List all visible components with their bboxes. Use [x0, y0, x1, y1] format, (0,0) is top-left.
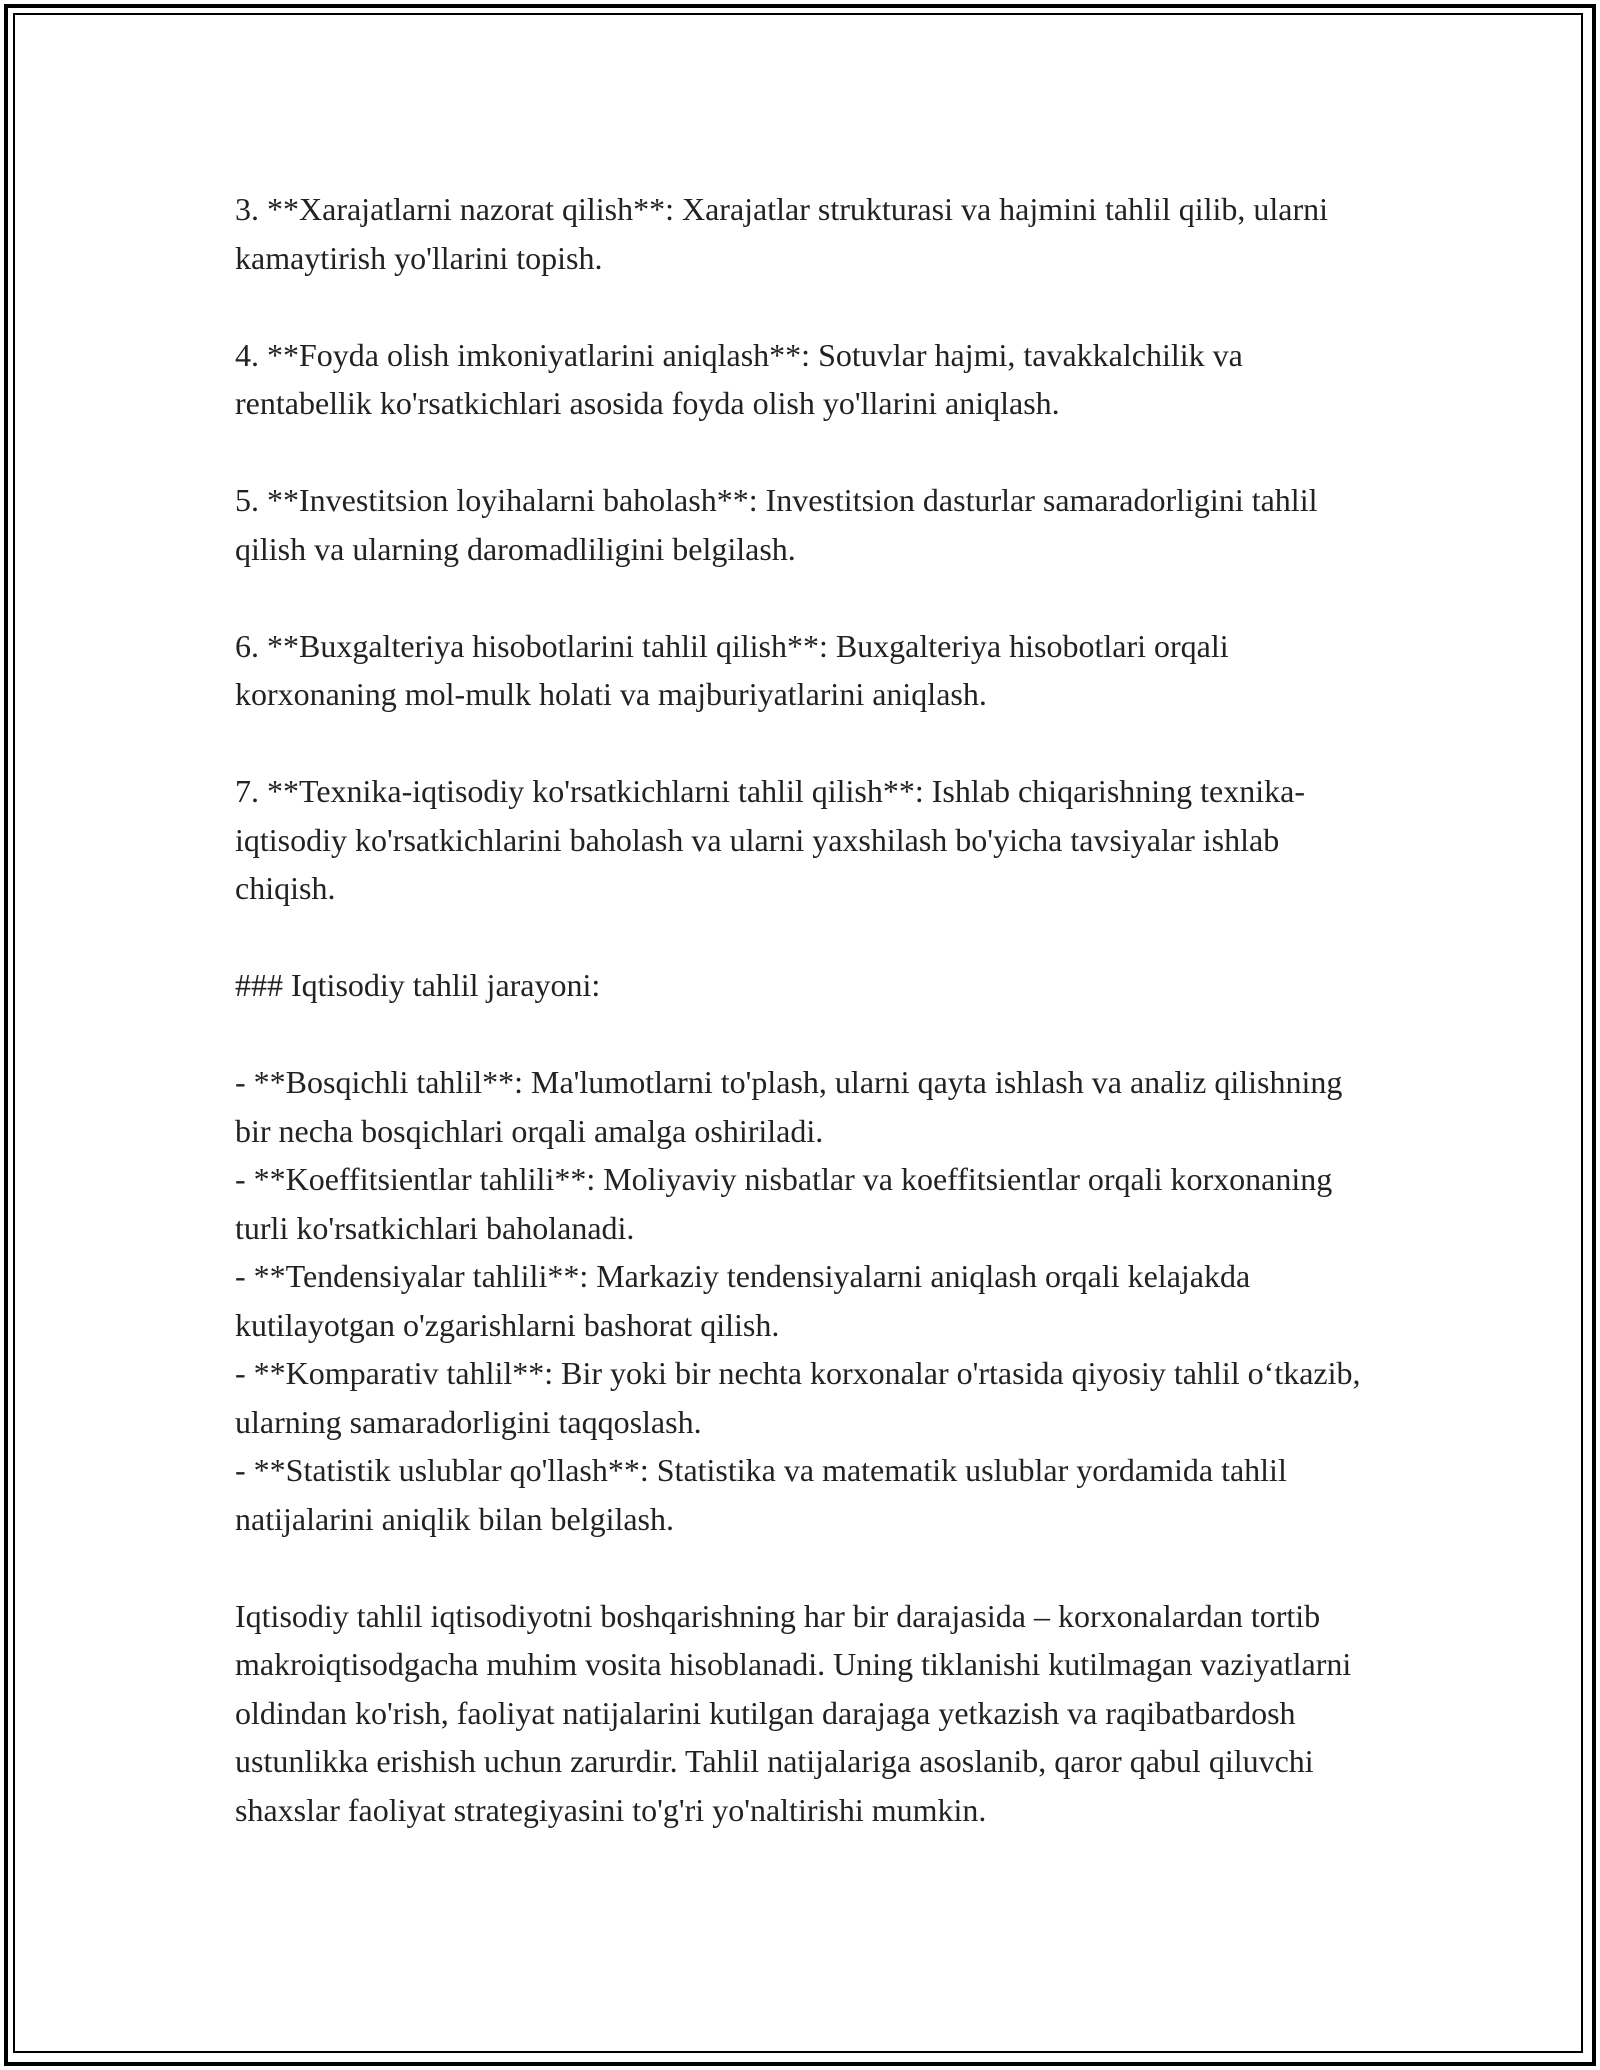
paragraph-item-4: 4. **Foyda olish imkoniyatlarini aniqlash**: Sotuvlar hajmi, tavakkalchilik va rentabellik ko'rsatkichlari asosida foyda olish yo'llarini aniqlash. [235, 336, 1243, 421]
paragraph-item-5: 5. **Investitsion loyihalarni baholash**: Investitsion dasturlar samaradorligini tahlil qilish va ularning daromadliligini belgilash. [235, 482, 1318, 567]
list-item: - **Koeffitsientlar tahlili**: Moliyaviy nisbatlar va koeffitsientlar orqali korxonaning turli ko'rsatkichlari baholanadi. [235, 1161, 1333, 1246]
process-list [235, 1058, 1370, 1543]
list-item: - **Tendensiyalar tahlili**: Markaziy tendensiyalarni aniqlash orqali kelajakda kutilayotgan o'zgarishlarni bashorat qilish. [235, 1258, 1251, 1343]
paragraph-item-7: 7. **Texnika-iqtisodiy ko'rsatkichlarni tahlil qilish**: Ishlab chiqarishning texnika-iqtisodiy ko'rsatkichlarini baholash va ularni yaxshilash bo'yicha tavsiyalar ishlab chiqish. [235, 773, 1305, 906]
list-item: - **Komparativ tahlil**: Bir yoki bir nechta korxonalar o'rtasida qiyosiy tahlil o‘tkazib, ularning samaradorligini taqqoslash. [235, 1355, 1361, 1440]
document-body [235, 185, 1370, 1834]
list-item: - **Statistik uslublar qo'llash**: Statistika va matematik uslublar yordamida tahlil natijalarini aniqlik bilan belgilash. [235, 1452, 1287, 1537]
paragraph-item-3: 3. **Xarajatlarni nazorat qilish**: Xarajatlar strukturasi va hajmini tahlil qilib, ularni kamaytirish yo'llarini topish. [235, 191, 1329, 276]
paragraph-item-6: 6. **Buxgalteriya hisobotlarini tahlil qilish**: Buxgalteriya hisobotlari orqali korxonaning mol-mulk holati va majburiyatlarini aniqlash. [235, 627, 1229, 712]
conclusion-paragraph: Iqtisodiy tahlil iqtisodiyotni boshqarishning har bir darajasida – korxonalardan tortib makroiqtisodgacha muhim vosita hisoblanadi. Uning tiklanishi kutilmagan vaziyatlarni oldindan ko'rish, faoliyat natijalarini kutilgan darajaga yetkazish va raqibatbardosh ustunlikka erishish uchun zarurdir. Tahlil natijalariga asoslanib, qaror qabul qiluvchi shaxslar faoliyat strategiyasini to'g'ri yo'naltirishi mumkin. [235, 1597, 1352, 1828]
list-item: - **Bosqichli tahlil**: Ma'lumotlarni to'plash, ularni qayta ishlash va analiz qilishning bir necha bosqichlari orqali amalga oshiriladi. [235, 1064, 1343, 1149]
section-heading: ### Iqtisodiy tahlil jarayoni: [235, 967, 601, 1003]
